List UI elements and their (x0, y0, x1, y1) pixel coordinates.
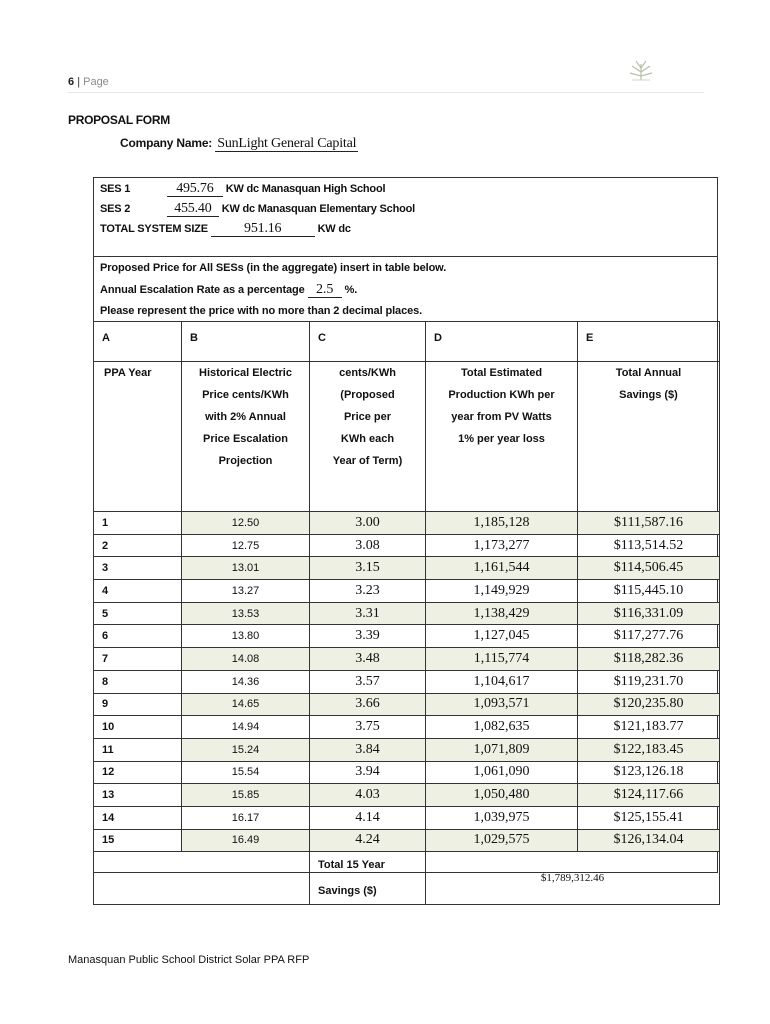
header-line: 1% per year loss (458, 433, 545, 445)
savings-cell: $123,126.18 (578, 761, 720, 784)
page-separator: | (77, 76, 81, 88)
production-cell: 1,161,544 (426, 557, 578, 580)
table-row (94, 534, 720, 557)
header-production (426, 362, 578, 512)
historical-price-cell: 14.08 (182, 648, 310, 671)
production-cell: 1,082,635 (426, 716, 578, 739)
historical-price-cell: 13.53 (182, 602, 310, 625)
ppa-year-cell: 3 (94, 557, 182, 580)
proposed-price-cell: 3.39 (310, 625, 426, 648)
header-line: PPA Year (104, 367, 152, 379)
column-letter-row (94, 322, 720, 362)
historical-price-cell: 15.85 (182, 784, 310, 807)
proposed-price-cell: 4.03 (310, 784, 426, 807)
company-line (120, 136, 358, 152)
header-line: Price per (343, 411, 392, 423)
form-title: PROPOSAL FORM (68, 113, 170, 127)
table-row (94, 738, 720, 761)
total-system-value: 951.16 (211, 222, 315, 237)
table-row (94, 557, 720, 580)
header-rule (68, 92, 704, 93)
leaf-logo-icon (626, 58, 656, 84)
ppa-year-cell: 1 (94, 512, 182, 535)
header-line: Projection (218, 455, 273, 467)
header-line: Year of Term) (332, 455, 403, 467)
proposed-price-cell: 3.75 (310, 716, 426, 739)
table-row (94, 670, 720, 693)
ses1-suffix: KW dc Manasquan High School (225, 183, 386, 195)
historical-price-cell: 12.75 (182, 534, 310, 557)
column-letter: D (426, 322, 578, 362)
savings-cell: $116,331.09 (578, 602, 720, 625)
proposed-price-cell: 3.08 (310, 534, 426, 557)
savings-cell: $121,183.77 (578, 716, 720, 739)
production-cell: 1,115,774 (426, 648, 578, 671)
table-row (94, 806, 720, 829)
total-system-label: TOTAL SYSTEM SIZE (100, 223, 208, 235)
escalation-label: Annual Escalation Rate as a percentage (100, 284, 305, 296)
table-row (94, 648, 720, 671)
savings-cell: $113,514.52 (578, 534, 720, 557)
ppa-year-cell: 11 (94, 738, 182, 761)
savings-cell: $115,445.10 (578, 580, 720, 603)
ppa-year-cell: 4 (94, 580, 182, 603)
savings-cell: $114,506.45 (578, 557, 720, 580)
column-letter: C (310, 322, 426, 362)
company-name-value: SunLight General Capital (217, 136, 357, 151)
header-annual-savings (578, 362, 720, 512)
ppa-year-cell: 14 (94, 806, 182, 829)
column-header-row (94, 362, 720, 512)
proposed-price-cell: 3.31 (310, 602, 426, 625)
ppa-year-cell: 13 (94, 784, 182, 807)
proposed-price-cell: 3.00 (310, 512, 426, 535)
table-row (94, 512, 720, 535)
column-letter: B (182, 322, 310, 362)
header-line: Total Annual (615, 367, 682, 379)
ppa-year-cell: 15 (94, 829, 182, 852)
historical-price-cell: 14.65 (182, 693, 310, 716)
header-line: KWh each (340, 433, 395, 445)
table-row (94, 716, 720, 739)
header-line: Price cents/KWh (202, 389, 289, 401)
table-row (94, 602, 720, 625)
ppa-year-cell: 5 (94, 602, 182, 625)
header-ppa-year (94, 362, 182, 512)
proposed-price-cell: 3.57 (310, 670, 426, 693)
historical-price-cell: 13.80 (182, 625, 310, 648)
ppa-year-cell: 12 (94, 761, 182, 784)
total-empty-cell (94, 852, 310, 905)
table-row (94, 761, 720, 784)
table-row (94, 784, 720, 807)
ses1-value: 495.76 (167, 182, 223, 197)
savings-cell: $122,183.45 (578, 738, 720, 761)
production-cell: 1,149,929 (426, 580, 578, 603)
proposed-price-cell: 4.24 (310, 829, 426, 852)
header-line: Savings ($) (619, 389, 678, 401)
historical-price-cell: 13.27 (182, 580, 310, 603)
ppa-year-cell: 2 (94, 534, 182, 557)
savings-cell: $119,231.70 (578, 670, 720, 693)
table-row (94, 625, 720, 648)
header-line: with 2% Annual (205, 411, 286, 423)
column-letter: E (578, 322, 720, 362)
historical-price-cell: 16.17 (182, 806, 310, 829)
total-label (310, 852, 426, 905)
instruction-line3: Please represent the price with no more than 2 decimal places. (100, 305, 423, 317)
header-line: Historical Electric (199, 367, 292, 379)
historical-price-cell: 15.54 (182, 761, 310, 784)
header-line: Total Estimated (460, 367, 543, 379)
header-proposed-price (310, 362, 426, 512)
production-cell: 1,138,429 (426, 602, 578, 625)
total-label-line2: Savings ($) (318, 885, 377, 898)
instruction-line1: Proposed Price for All SESs (in the aggregate) insert in table below. (100, 262, 447, 274)
historical-price-cell: 12.50 (182, 512, 310, 535)
company-label: Company Name: (120, 136, 213, 150)
ses1-line (100, 182, 385, 197)
page-word: Page (83, 76, 109, 88)
escalation-suffix: %. (344, 284, 358, 296)
instruction-line2 (100, 283, 357, 298)
ses2-suffix: KW dc Manasquan Elementary School (221, 203, 415, 215)
table-row (94, 580, 720, 603)
ses1-label: SES 1 (100, 183, 131, 195)
total-row (94, 852, 720, 905)
savings-cell: $125,155.41 (578, 806, 720, 829)
header-historical-price (182, 362, 310, 512)
savings-cell: $111,587.16 (578, 512, 720, 535)
proposed-price-cell: 3.23 (310, 580, 426, 603)
header-line: cents/KWh (339, 367, 396, 379)
ppa-year-cell: 7 (94, 648, 182, 671)
historical-price-cell: 14.94 (182, 716, 310, 739)
savings-cell: $118,282.36 (578, 648, 720, 671)
ses2-label: SES 2 (100, 203, 131, 215)
production-cell: 1,050,480 (426, 784, 578, 807)
historical-price-cell: 14.36 (182, 670, 310, 693)
production-cell: 1,029,575 (426, 829, 578, 852)
price-table (93, 321, 720, 905)
historical-price-cell: 16.49 (182, 829, 310, 852)
production-cell: 1,061,090 (426, 761, 578, 784)
savings-cell: $126,134.04 (578, 829, 720, 852)
production-cell: 1,127,045 (426, 625, 578, 648)
proposed-price-cell: 3.66 (310, 693, 426, 716)
column-letter: A (94, 322, 182, 362)
header-line: Production KWh per (448, 389, 555, 401)
table-row (94, 693, 720, 716)
production-cell: 1,104,617 (426, 670, 578, 693)
historical-price-cell: 13.01 (182, 557, 310, 580)
savings-cell: $117,277.76 (578, 625, 720, 648)
savings-cell: $124,117.66 (578, 784, 720, 807)
header-line: Price Escalation (203, 433, 288, 445)
ppa-year-cell: 6 (94, 625, 182, 648)
total-savings-value: $1,789,312.46 (426, 852, 720, 905)
proposed-price-cell: 3.15 (310, 557, 426, 580)
proposed-price-cell: 3.84 (310, 738, 426, 761)
ppa-year-cell: 10 (94, 716, 182, 739)
ppa-year-cell: 9 (94, 693, 182, 716)
total-system-suffix: KW dc (317, 223, 351, 235)
page-number-value: 6 (68, 76, 75, 88)
escalation-rate-value: 2.5 (308, 283, 342, 298)
ses2-value: 455.40 (167, 202, 219, 217)
footer-text: Manasquan Public School District Solar PPA RFP (68, 954, 310, 966)
total-system-line (100, 222, 351, 237)
header-line: (Proposed (340, 389, 395, 401)
header-line: year from PV Watts (451, 411, 552, 423)
proposed-price-cell: 3.94 (310, 761, 426, 784)
ppa-year-cell: 8 (94, 670, 182, 693)
page-number (68, 76, 109, 88)
historical-price-cell: 15.24 (182, 738, 310, 761)
ses2-line (100, 202, 415, 217)
production-cell: 1,093,571 (426, 693, 578, 716)
production-cell: 1,039,975 (426, 806, 578, 829)
section-divider (93, 256, 718, 257)
production-cell: 1,173,277 (426, 534, 578, 557)
production-cell: 1,071,809 (426, 738, 578, 761)
total-label-line1: Total 15 Year (318, 859, 385, 872)
proposed-price-cell: 3.48 (310, 648, 426, 671)
proposed-price-cell: 4.14 (310, 806, 426, 829)
production-cell: 1,185,128 (426, 512, 578, 535)
savings-cell: $120,235.80 (578, 693, 720, 716)
table-row (94, 829, 720, 852)
